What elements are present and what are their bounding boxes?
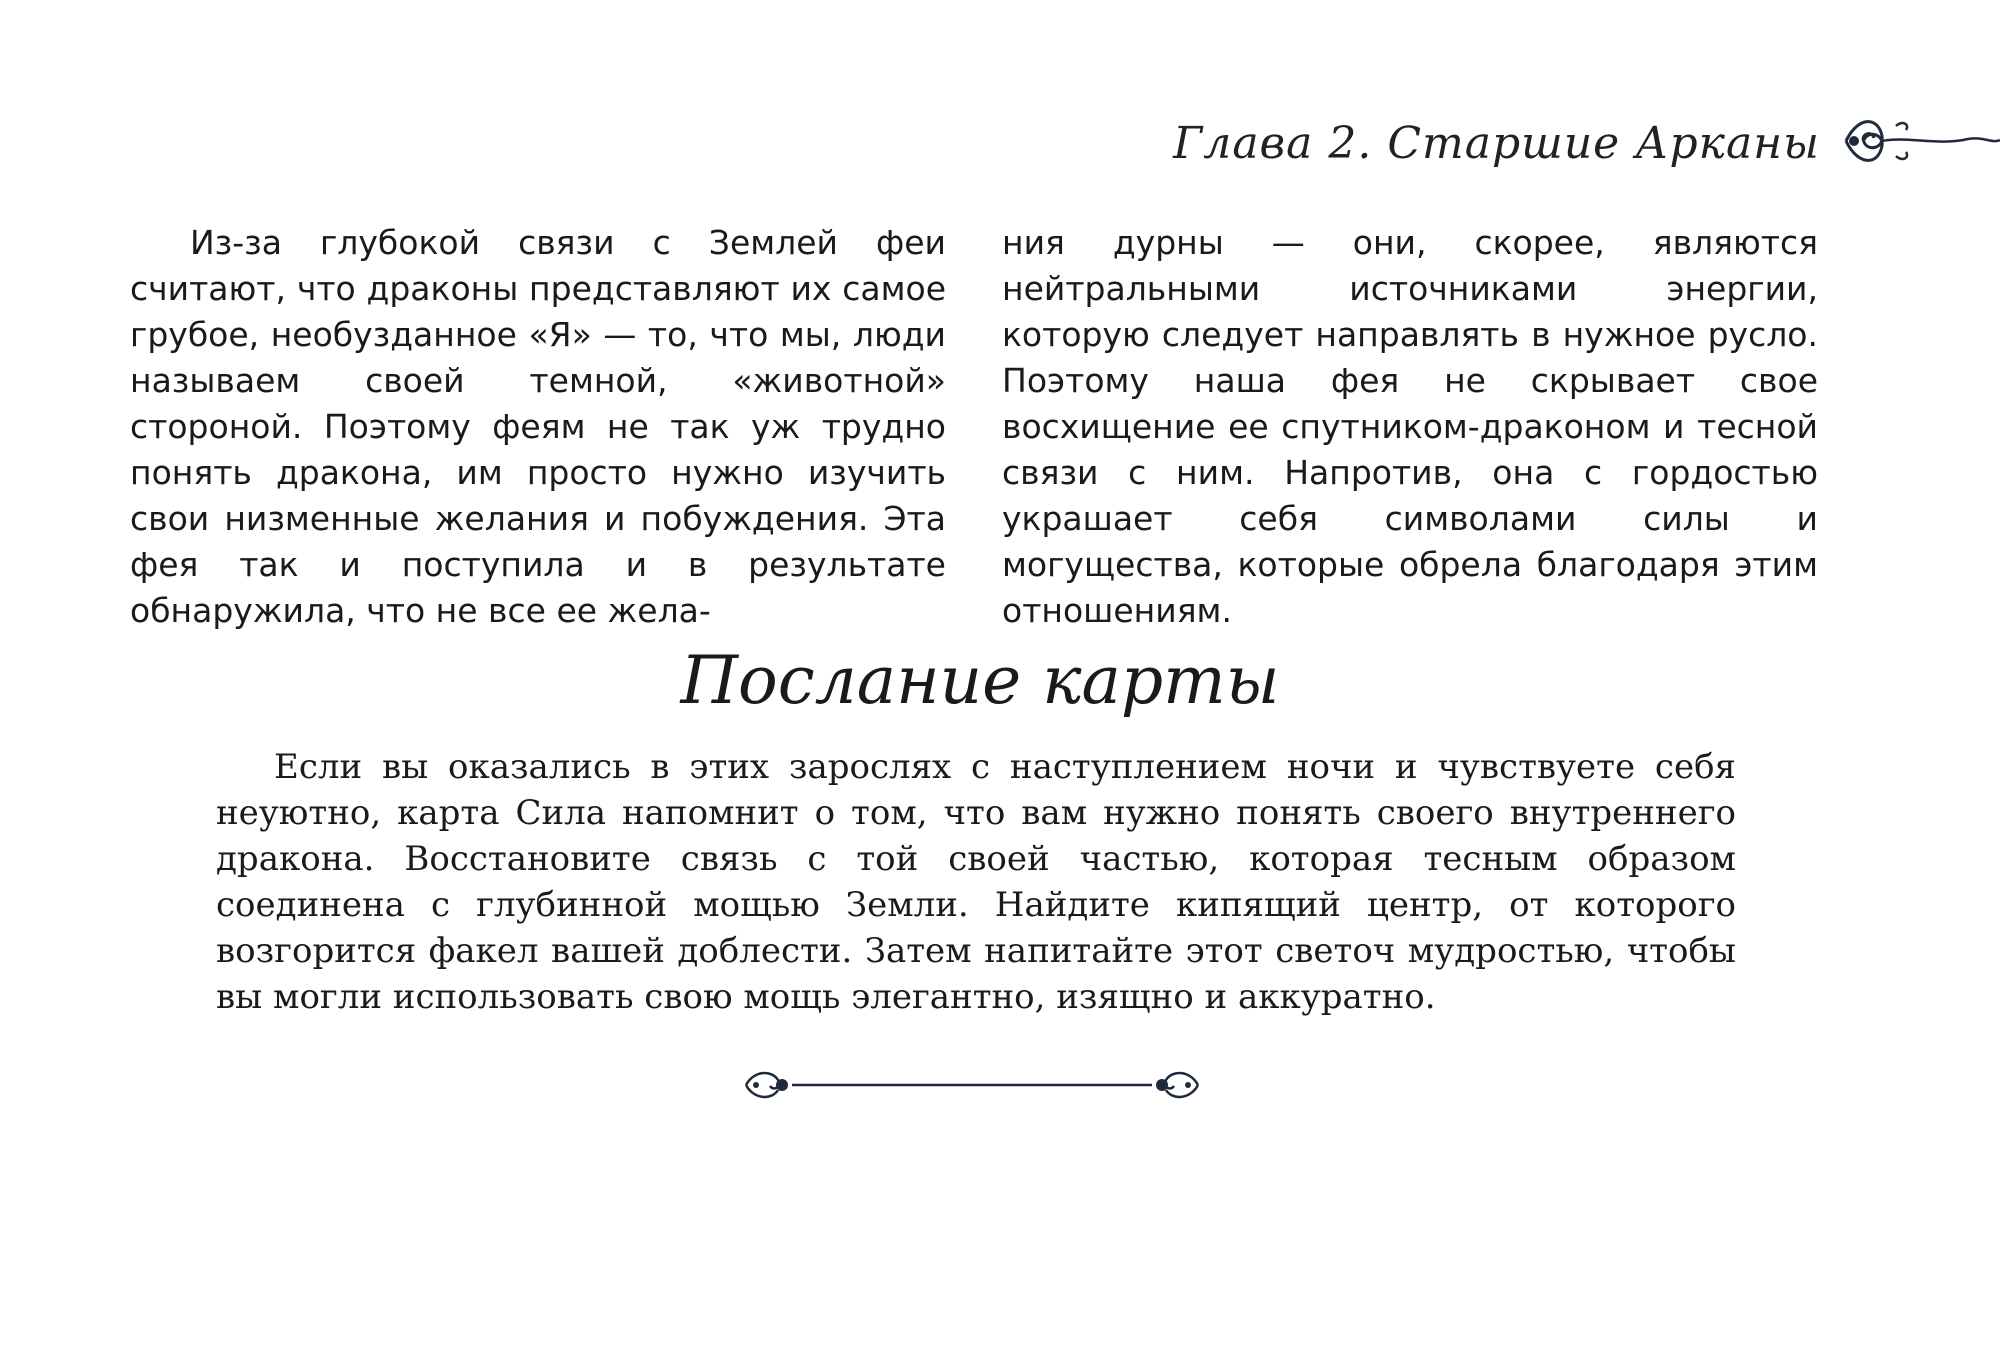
section-title: Послание карты xyxy=(680,642,1280,719)
flourish-divider-icon xyxy=(742,1062,1202,1108)
card-message-text: Если вы оказались в этих зарослях с наступлением ночи и чувствуете себя неуютно, карта Сила напомнит о том, что вам нужно понять своего внутреннего дракона. Восстановите связь с той своей частью, которая тесным образом соединена с глубинной мощью Земли. Найдите кипящий центр, от которого возгорится факел вашей доблести. Затем напитайте этот светоч мудростью, чтобы вы могли использовать свою мощь элегантно, изящно и аккуратно. xyxy=(216,747,1736,1017)
flourish-ornament-icon xyxy=(1838,106,2000,176)
chapter-header: Глава 2. Старшие Арканы xyxy=(1173,118,1820,169)
card-message xyxy=(216,744,1736,1020)
right-column xyxy=(1002,220,1818,634)
left-column xyxy=(130,220,946,634)
left-column-text: Из-за глубокой связи с Землей феи считают, что драконы представляют их самое грубое, необузданное «Я» — то, что мы, люди называем своей темной, «животной» стороной. Поэтому феям не так уж трудно понять дракона, им просто нужно изучить свои низменные желания и побуждения. Эта фея так и поступила и в результате обнаружила, что не все ее жела- xyxy=(130,223,946,630)
right-column-text: ния дурны — они, скорее, являются нейтральными источниками энергии, которую следует направлять в нужное русло. Поэтому наша фея не скрывает свое восхищение ее спутником-драконом и тесной связи с ним. Напротив, она с гордостью украшает себя символами силы и могущества, которые обрела благодаря этим отношениям. xyxy=(1002,223,1818,630)
